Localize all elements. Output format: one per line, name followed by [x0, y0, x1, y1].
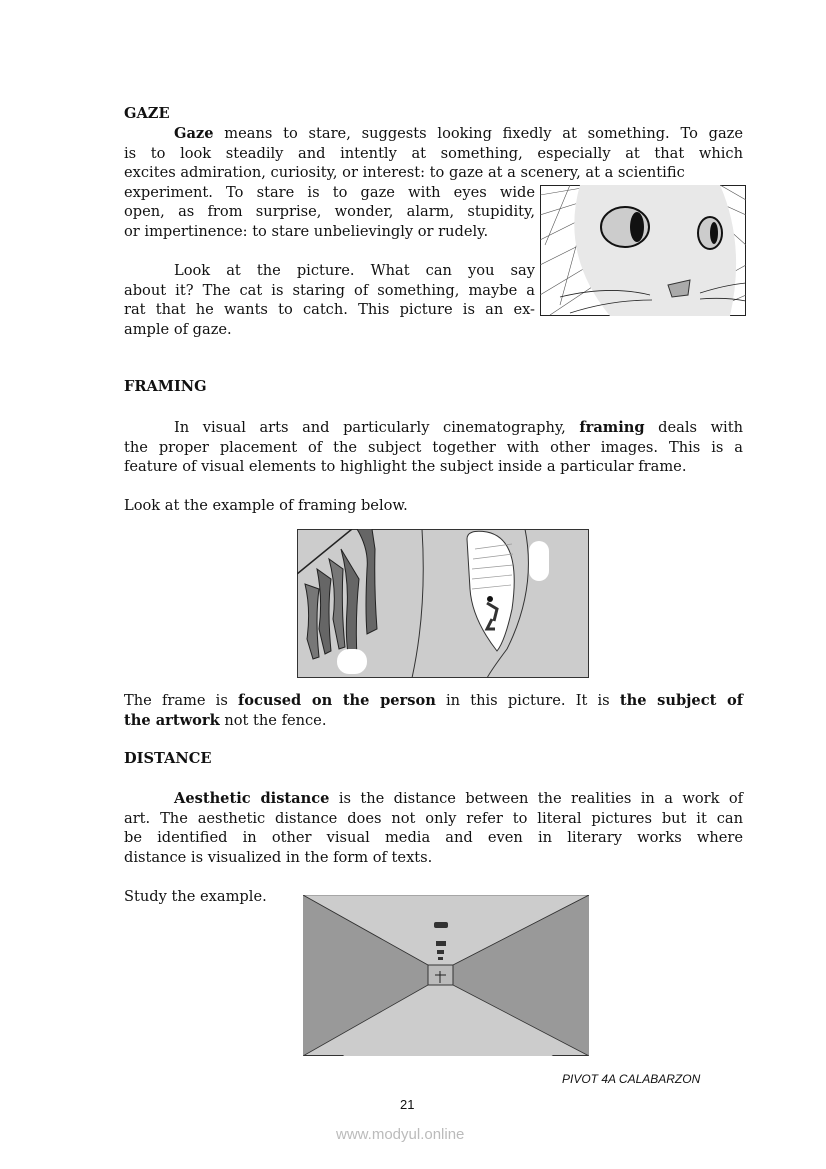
framing-paragraph-2	[124, 496, 743, 516]
text-line	[124, 691, 743, 711]
bold-term: focused on the person	[238, 692, 436, 709]
text-segment: the proper placement of the subject together with other images. This is a	[124, 438, 743, 456]
framing-paragraph-3	[124, 691, 743, 730]
text-segment: Look at the example of framing below.	[124, 497, 408, 514]
text-line	[124, 261, 535, 281]
text-line	[124, 183, 535, 203]
text-segment: not the fence.	[219, 711, 327, 729]
text-line	[124, 711, 743, 731]
text-segment: distance is visualized in the form of texts.	[124, 848, 433, 866]
text-line	[124, 789, 743, 809]
text-segment: about it? The cat is staring of something, maybe a	[124, 281, 535, 299]
text-segment: Look at the picture. What can you say	[174, 262, 535, 279]
text-line	[124, 222, 535, 242]
footer-region: PIVOT 4A CALABARZON	[562, 1072, 701, 1086]
text-segment: feature of visual elements to highlight the subject inside a particular frame.	[124, 458, 687, 476]
bold-term: Gaze	[174, 125, 214, 142]
gaze-paragraph-1	[124, 124, 743, 183]
distance-heading: DISTANCE	[124, 750, 212, 767]
gaze-paragraph-2	[124, 261, 535, 339]
text-line	[124, 320, 535, 340]
text-segment: or impertinence: to stare unbelievingly or rudely.	[124, 222, 489, 240]
text-line	[124, 163, 743, 183]
distance-paragraph-1	[124, 789, 743, 867]
text-segment: rat that he wants to catch. This picture is an ex-	[124, 301, 535, 319]
text-segment: be identified in other visual media and even in literary works where	[124, 829, 743, 847]
text-segment: deals with	[644, 419, 743, 436]
text-line	[124, 124, 743, 144]
framing-heading: FRAMING	[124, 378, 207, 395]
text-segment: Study the example.	[124, 888, 267, 905]
gaze-paragraph-1-cont	[124, 183, 535, 242]
text-segment: ample of gaze.	[124, 320, 232, 338]
text-segment: in this picture. It is	[435, 692, 620, 709]
bold-term: framing	[579, 419, 645, 436]
text-segment: is the distance between the realities in a work of	[329, 790, 744, 807]
framing-example-image	[297, 529, 589, 678]
text-segment: The frame is	[124, 692, 239, 709]
text-segment: In visual arts and particularly cinematography,	[174, 419, 580, 436]
bold-term: the artwork	[124, 711, 220, 729]
distance-paragraph-2	[124, 887, 294, 907]
text-line	[124, 281, 535, 301]
text-segment: art. The aesthetic distance does not only refer to literal pictures but it can	[124, 809, 743, 827]
aesthetic-distance-image	[303, 895, 589, 1056]
framing-paragraph-1	[124, 418, 743, 477]
text-line	[124, 809, 743, 829]
text-line	[124, 496, 743, 516]
bold-term: the subject of	[619, 692, 743, 709]
gaze-heading: GAZE	[124, 105, 170, 122]
text-line	[124, 828, 743, 848]
text-segment: open, as from surprise, wonder, alarm, stupidity,	[124, 203, 535, 221]
text-line	[124, 457, 743, 477]
text-line	[124, 300, 535, 320]
page-number: 21	[400, 1097, 415, 1112]
text-line	[124, 418, 743, 438]
bold-term: Aesthetic distance	[174, 790, 330, 807]
text-line	[124, 438, 743, 458]
text-line	[124, 144, 743, 164]
text-segment: means to stare, suggests looking fixedly at something. To gaze	[213, 125, 743, 142]
cat-staring-image	[540, 185, 746, 316]
watermark-link[interactable]: www.modyul.online	[336, 1126, 465, 1143]
text-segment: experiment. To stare is to gaze with eyes wide	[124, 183, 535, 201]
text-line	[124, 202, 535, 222]
text-segment: excites admiration, curiosity, or interest: to gaze at a scenery, at a scientific	[124, 164, 685, 182]
text-line	[124, 848, 743, 868]
text-line	[124, 887, 294, 907]
text-segment: is to look steadily and intently at something, especially at that which	[124, 144, 743, 162]
